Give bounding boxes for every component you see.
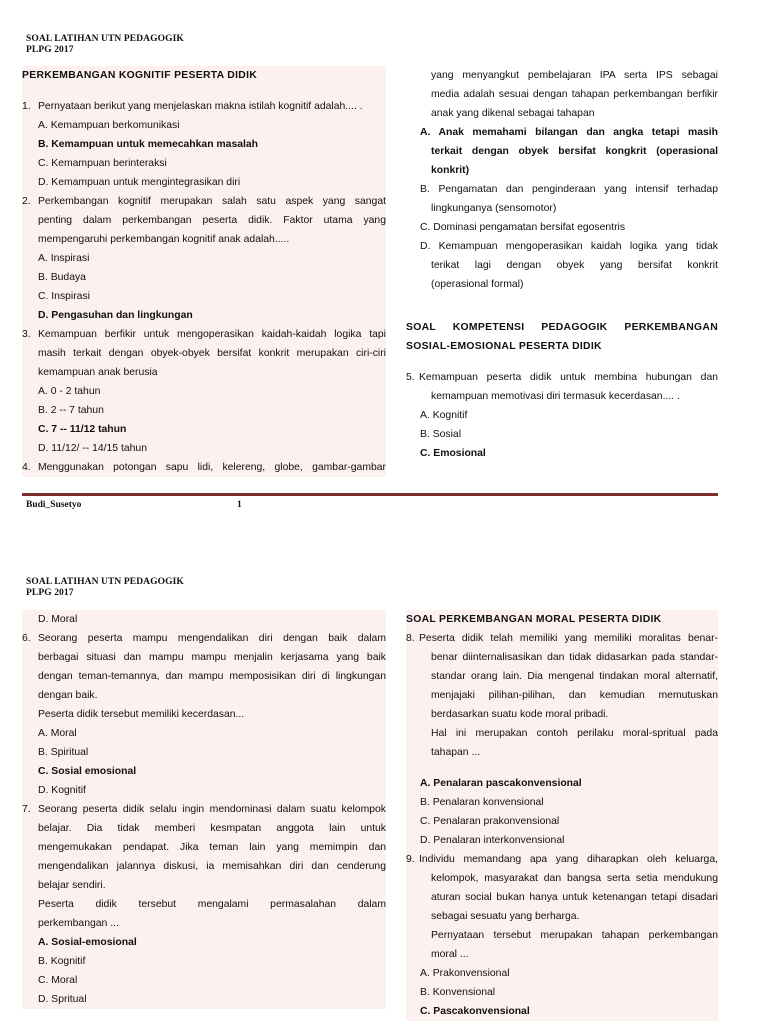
- question-number: 9.: [406, 854, 415, 865]
- answer-option: A. Penalaran pascakonvensional: [420, 778, 582, 789]
- answer-option: D. Penalaran interkonvensional: [420, 835, 565, 846]
- answer-option: C. Kemampuan berinteraksi: [38, 158, 167, 169]
- question-text: Individu memandang apa yang diharapkan oleh keluarga,: [419, 854, 718, 865]
- answer-option: C. Penalaran prakonvensional: [420, 816, 560, 827]
- text-line: belajar. Dia tidak memberi kesmpatan anggota lain untuk: [38, 823, 386, 834]
- spacer: [406, 356, 718, 368]
- text-line: menjajaki pilihan-pilihan, dan kemudian memutuskan: [431, 690, 718, 701]
- text-line: anak yang dikenal sebagai tahapan: [431, 108, 595, 119]
- answer-option: B. Kognitif: [38, 956, 86, 967]
- text-line: perkembangan ...: [38, 918, 119, 929]
- text-line: (operasional formal): [431, 279, 524, 290]
- answer-option: A. Inspirasi: [38, 253, 90, 264]
- question-number: 5.: [406, 372, 415, 383]
- text-line: berbagai situasi dan mampu mampu menjalin kerjasama yang baik: [38, 652, 386, 663]
- answer-option: C. Inspirasi: [38, 291, 90, 302]
- answer-option: C. Pascakonvensional: [420, 1006, 530, 1017]
- footer-author: Budi_Susetyo: [26, 500, 82, 510]
- question-line: [22, 325, 386, 344]
- question-line: [22, 192, 386, 211]
- section-heading: PERKEMBANGAN KOGNITIF PESERTA DIDIK: [22, 70, 258, 81]
- answer-option: B. Konvensional: [420, 987, 496, 998]
- left-column: [22, 66, 386, 477]
- text-line: konkrit): [431, 165, 470, 176]
- page-header: [26, 577, 184, 599]
- left-column: [22, 610, 386, 1009]
- answer-option: B. Budaya: [38, 272, 86, 283]
- question-line: [406, 368, 718, 387]
- answer-option: D. Kemampuan mengoperasikan kaidah logika yang tidak: [420, 241, 718, 252]
- question-line: [22, 97, 386, 116]
- question-number: 7.: [22, 804, 31, 815]
- text-line: masih terkait dengan obyek-obyek bersifat konkrit merupakan ciri-ciri: [38, 348, 386, 359]
- answer-option: D. Spritual: [38, 994, 87, 1005]
- answer-option: A. Sosial-emosional: [38, 937, 137, 948]
- text-line: berdasarkan suatu kode moral pribadi.: [431, 709, 609, 720]
- right-column: [406, 610, 718, 1021]
- question-number: 4.: [22, 462, 31, 473]
- answer-option: B. Spiritual: [38, 747, 89, 758]
- answer-option: B. Kemampuan untuk memecahkan masalah: [38, 139, 259, 150]
- text-line: Peserta didik tersebut mengalami permasalahan dalam: [38, 899, 386, 910]
- question-text: Kemampuan berfikir untuk mengoperasikan kaidah-kaidah logika tapi: [38, 329, 386, 340]
- answer-option: D. Pengasuhan dan lingkungan: [38, 310, 193, 321]
- text-line: Peserta didik tersebut memiliki kecerdasan...: [38, 709, 245, 720]
- answer-option: A. Anak memahami bilangan dan angka tetapi masih: [420, 127, 718, 138]
- answer-option: A. Prakonvensional: [420, 968, 510, 979]
- question-text: Peserta didik telah memiliki yang memiliki moralitas benar-: [419, 633, 718, 644]
- text-line: lingkunganya (sensomotor): [431, 203, 557, 214]
- text-line: kemampuan anak berusia: [38, 367, 158, 378]
- answer-option: A. Moral: [38, 728, 77, 739]
- question-text: Seorang peserta didik selalu ingin mendominasi dalam suatu kelompok: [38, 804, 386, 815]
- text-line: terkait dengan obyek bersifat kongkrit (operasional: [431, 146, 718, 157]
- section-heading: SOAL PERKEMBANGAN MORAL PESERTA DIDIK: [406, 614, 662, 625]
- text-line: mengendalikan jalannya diskusi, ia memisahkan diri dan cenderung: [38, 861, 386, 872]
- question-number: 8.: [406, 633, 415, 644]
- answer-option: B. 2 -- 7 tahun: [38, 405, 104, 416]
- answer-option: A. Kognitif: [420, 410, 468, 421]
- text-line: aturan social bukan hanya untuk ketenangan tetapi disadari: [431, 892, 718, 903]
- text-line: dengan baik.: [38, 690, 98, 701]
- spacer: [22, 85, 386, 97]
- question-text: Seorang peserta mampu mengendalikan diri dengan baik dalam: [38, 633, 386, 644]
- answer-option: D. Kemampuan untuk mengintegrasikan diri: [38, 177, 241, 188]
- text-line: sebagai sesuatu yang berharga.: [431, 911, 580, 922]
- question-number: 6.: [22, 633, 31, 644]
- question-line: [22, 629, 386, 648]
- text-line: kemampuan memotivasi diri termasuk kecerdasan.... .: [431, 391, 680, 402]
- page-header: [26, 34, 184, 56]
- text-line: belajar sendiri.: [38, 880, 106, 891]
- answer-option: A. 0 - 2 tahun: [38, 386, 101, 397]
- answer-option: B. Penalaran konvensional: [420, 797, 544, 808]
- text-line: terikat lagi dengan obyek yang bersifat konkrit: [431, 260, 718, 271]
- question-number: 3.: [22, 329, 31, 340]
- document-page-2: [0, 568, 768, 1024]
- question-line: [22, 800, 386, 819]
- header-title: SOAL LATIHAN UTN PEDAGOGIK: [26, 34, 184, 44]
- text-line: mengemukakan pendapat. Jika teman lain yang memimpin dan: [38, 842, 386, 853]
- right-column: [406, 66, 718, 463]
- footer-rule: [22, 493, 718, 496]
- answer-option: C. Dominasi pengamatan bersifat egosentris: [420, 222, 626, 233]
- answer-option: C. Sosial emosional: [38, 766, 137, 777]
- question-line: [406, 850, 718, 869]
- text-line: yang menyangkut pembelajaran IPA serta IPS sebagai: [431, 70, 718, 81]
- text-line: Hal ini merupakan contoh perilaku moral-spritual pada: [431, 728, 718, 739]
- spacer: [406, 306, 718, 318]
- text-line: moral ...: [431, 949, 469, 960]
- question-number: 2.: [22, 196, 31, 207]
- question-line: [22, 458, 386, 477]
- text-line: dengan teman-temannya, dan mampu memposisikan diri di lingkungan: [38, 671, 386, 682]
- answer-option: D. Kognitif: [38, 785, 86, 796]
- answer-option: D. 11/12/ -- 14/15 tahun: [38, 443, 147, 454]
- text-line: kelompok, masyarakat dan bangsa serta setia mendukung: [431, 873, 718, 884]
- text-line: penting dalam perkembangan peserta didik. Faktor utama yang: [38, 215, 386, 226]
- spacer: [406, 762, 718, 774]
- answer-option: D. Moral: [38, 614, 78, 625]
- answer-option: B. Pengamatan dan penginderaan yang intensif terhadap: [420, 184, 718, 195]
- section-heading: SOAL KOMPETENSI PEDAGOGIK PERKEMBANGAN: [406, 322, 718, 333]
- text-line: standar orang lain. Dia mengenal tindakan moral alternatif,: [431, 671, 718, 682]
- question-line: [406, 629, 718, 648]
- text-line: media adalah sesuai dengan tahapan perkembangan berfikir: [431, 89, 718, 100]
- answer-option: A. Kemampuan berkomunikasi: [38, 120, 180, 131]
- text-line: mempengaruhi perkembangan kognitif anak adalah.....: [38, 234, 290, 245]
- answer-option: C. Emosional: [420, 448, 486, 459]
- answer-option: C. Moral: [38, 975, 78, 986]
- text-line: Pernyataan tersebut merupakan tahapan perkembangan: [431, 930, 718, 941]
- question-number: 1.: [22, 101, 31, 112]
- answer-option: C. 7 -- 11/12 tahun: [38, 424, 127, 435]
- header-subtitle: PLPG 2017: [26, 45, 74, 55]
- question-text: Kemampuan peserta didik untuk membina hubungan dan: [419, 372, 718, 383]
- header-subtitle: PLPG 2017: [26, 588, 74, 598]
- question-text: Perkembangan kognitif merupakan salah satu aspek yang sangat: [38, 196, 386, 207]
- footer-page-number: 1: [237, 500, 242, 510]
- header-title: SOAL LATIHAN UTN PEDAGOGIK: [26, 577, 184, 587]
- question-text: Pernyataan berikut yang menjelaskan makna istilah kognitif adalah.... .: [38, 101, 363, 112]
- text-line: benar diinternalisasikan dan tidak didasarkan pada standar-: [431, 652, 718, 663]
- answer-option: B. Sosial: [420, 429, 462, 440]
- question-text: Menggunakan potongan sapu lidi, kelereng, globe, gambar-gambar: [38, 462, 386, 473]
- section-heading: SOSIAL-EMOSIONAL PESERTA DIDIK: [406, 341, 602, 352]
- text-line: tahapan ...: [431, 747, 481, 758]
- spacer: [406, 294, 718, 306]
